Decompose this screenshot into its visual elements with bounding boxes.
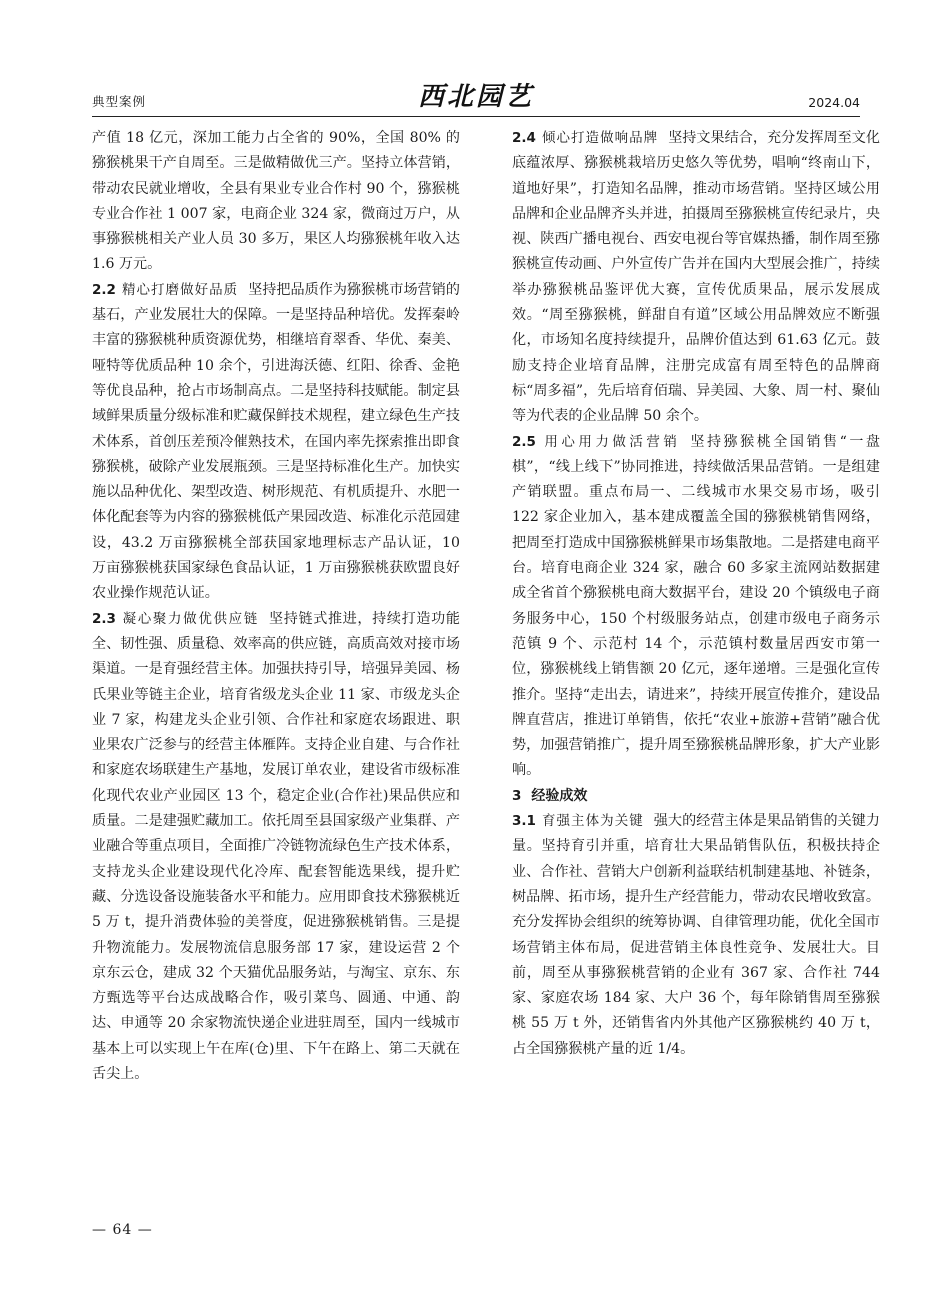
section-title: 用心用力做活营销 — [541, 433, 681, 450]
page-header — [92, 78, 860, 114]
section-title: 精心打磨做好品质 — [121, 281, 239, 298]
section-title: 育强主体为关键 — [541, 813, 644, 830]
section-heading-title: 经验成效 — [531, 787, 588, 804]
section-title: 倾心打造做响品牌 — [541, 130, 659, 146]
section-2-4 — [512, 126, 880, 430]
section-text: 强大的经营主体是果品销售的关键力量。坚持育引并重，培育壮大果品销售队伍，积极扶持企业、合作社、营销大户创新利益联结机制建基地、补链条，树品牌、拓市场，提升生产经营能力，带动农民增收致富。充分发挥协会组织的统筹协调、自律管理功能，优化全国市场营销主体布局，促进营销主体良性竞争、发展壮大。目前，周至从事猕猴桃营销的企业有 367 家、合作社 744 家、家庭农场 184 家、大户 36 个，每年除销售周至猕猴桃 55 万 t 外，还销售省内外其他产区猕猴桃约 40 万 t，占全国猕猴桃产量的近 1/4。 — [512, 813, 880, 1057]
section-text: 坚持链式推进，持续打造功能全、韧性强、质量稳、效率高的供应链，高质高效对接市场渠道。一是育强经营主体。加强扶持引导，培强异美园、杨氏果业等链主企业，培育省级龙头企业 11 家、市级龙头企业 7 家，构建龙头企业引领、合作社和家庭农场跟进、职业果农广泛参与的经营主体雁阵。支持企业自建、与合作社和家庭农场联建生产基地，发展订单农业，建设省市级标准化现代农业产业园区 13 个，稳定企业(合作社)果品供应和质量。二是建强贮藏加工。依托周至县国家级产业集群、产业融合等重点项目，全面推广冷链物流绿色生产技术体系，支持龙头企业建设现代化冷库、配套智能选果线，提升贮藏、分选设备设施装备水平和能力。应用即食技术猕猴桃近 5 万 t，提升消费体验的美誉度，促进猕猴桃销售。三是提升物流能力。发展物流信息服务部 17 家，建设运营 2 个京东云仓，建成 32 个天猫优品服务站，与淘宝、京东、东方甄选等平台达成战略合作，吸引菜鸟、圆通、中通、韵达、申通等 20 余家物流快递企业进驻周至，国内一线城市基本上可以实现上午在库(仓)里、下午在路上、第二天就在舌尖上。 — [92, 610, 461, 1082]
paragraph: 产值 18 亿元，深加工能力占全省的 90%，全国 80% 的猕猴桃果干产自周至。三是做精做优三产。坚持立体营销，带动农民就业增收，全县有果业专业合作村 90 个，猕猴桃专业合作社 1 007 家，电商企业 324 家，微商过万户，从事猕猴桃相关产业人员 30 多万，果区人均猕猴桃年收入达 1.6 万元。 — [92, 130, 460, 273]
section-3-1 — [512, 809, 880, 1062]
section-number: 3.1 — [512, 813, 536, 830]
section-2-5 — [512, 430, 880, 784]
section-number: 2.5 — [512, 433, 536, 450]
section-title: 凝心聚力做优供应链 — [121, 610, 259, 627]
page-number: — 64 — — [92, 1222, 153, 1238]
right-column — [512, 126, 880, 1062]
header-rule — [92, 116, 860, 117]
section-2-3 — [92, 607, 460, 1088]
issue-label: 2024.04 — [808, 95, 860, 110]
section-number: 3 — [512, 787, 522, 804]
section-label: 典型案例 — [92, 94, 147, 109]
section-2-2 — [92, 278, 460, 607]
section-text: 坚持猕猴桃全国销售“一盘棋”，“线上线下”协同推进，持续做活果品营销。一是组建产销联盟。重点布局一、二线城市水果交易市场，吸引 122 家企业加入，基本建成覆盖全国的猕猴桃销售网络，把周至打造成中国猕猴桃鲜果市场集散地。二是搭建电商平台。培育电商企业 324 家，融合 60 多家主流网站数据建成全省首个猕猴桃电商大数据平台，建设 20 个镇级电子商务服务中心，150 个村级服务站点，创建市级电子商务示范镇 9 个、示范村 14 个，示范镇村数量居西安市第一位，猕猴桃线上销售额 20 亿元，逐年递增。三是强化宣传推介。坚持“走出去，请进来”，持续开展宣传推介，建设品牌直营店，推进订单销售，依托“农业+旅游+营销”融合优势，加强营销推广，提升周至猕猴桃品牌形象，扩大产业影响。 — [512, 433, 881, 779]
section-number: 2.2 — [92, 281, 116, 298]
journal-logo: 西北园艺 — [417, 82, 534, 112]
section-text: 坚持文果结合，充分发挥周至文化底蕴浓厚、猕猴桃栽培历史悠久等优势，唱响“终南山下，道地好果”，打造知名品牌，推动市场营销。坚持区域公用品牌和企业品牌齐头并进，拍摄周至猕猴桃宣传纪录片，央视、陕西广播电视台、西安电视台等官媒热播，制作周至猕猴桃宣传动画、户外宣传广告并在国内大型展会推广，持续举办猕猴桃品鉴评优大赛，宣传优质果品，展示发展成效。“周至猕猴桃，鲜甜自有道”区域公用品牌效应不断强化，市场知名度持续提升，品牌价值达到 61.63 亿元。鼓励支持企业培育品牌，注册完成富有周至特色的品牌商标“周多福”，先后培育佰瑞、异美园、大象、周一村、聚仙等为代表的企业品牌 50 余个。 — [512, 130, 881, 425]
section-number: 2.4 — [512, 130, 536, 146]
section-3-heading — [512, 784, 880, 809]
section-number: 2.3 — [92, 610, 116, 627]
left-column — [92, 126, 460, 1087]
section-text: 坚持把品质作为猕猴桃市场营销的基石，产业发展壮大的保障。一是坚持品种培优。发挥秦岭丰富的猕猴桃种质资源优势，相继培育翠香、华优、秦美、哑特等优质品种 10 余个，引进海沃德、红阳、徐香、金艳等优良品种，抢占市场制高点。二是坚持科技赋能。制定县域鲜果质量分级标准和贮藏保鲜技术规程，建立绿色生产技术体系，首创压差预冷催熟技术，在国内率先探索推出即食猕猴桃，破除产业发展瓶颈。三是坚持标准化生产。加快实施以品种优化、架型改造、树形规范、有机质提升、水肥一体化配套等为内容的猕猴桃低产果园改造、标准化示范园建设，43.2 万亩猕猴桃全部获国家地理标志产品认证，10 万亩猕猴桃获国家绿色食品认证，1 万亩猕猴桃获欧盟良好农业操作规范认证。 — [92, 281, 461, 602]
